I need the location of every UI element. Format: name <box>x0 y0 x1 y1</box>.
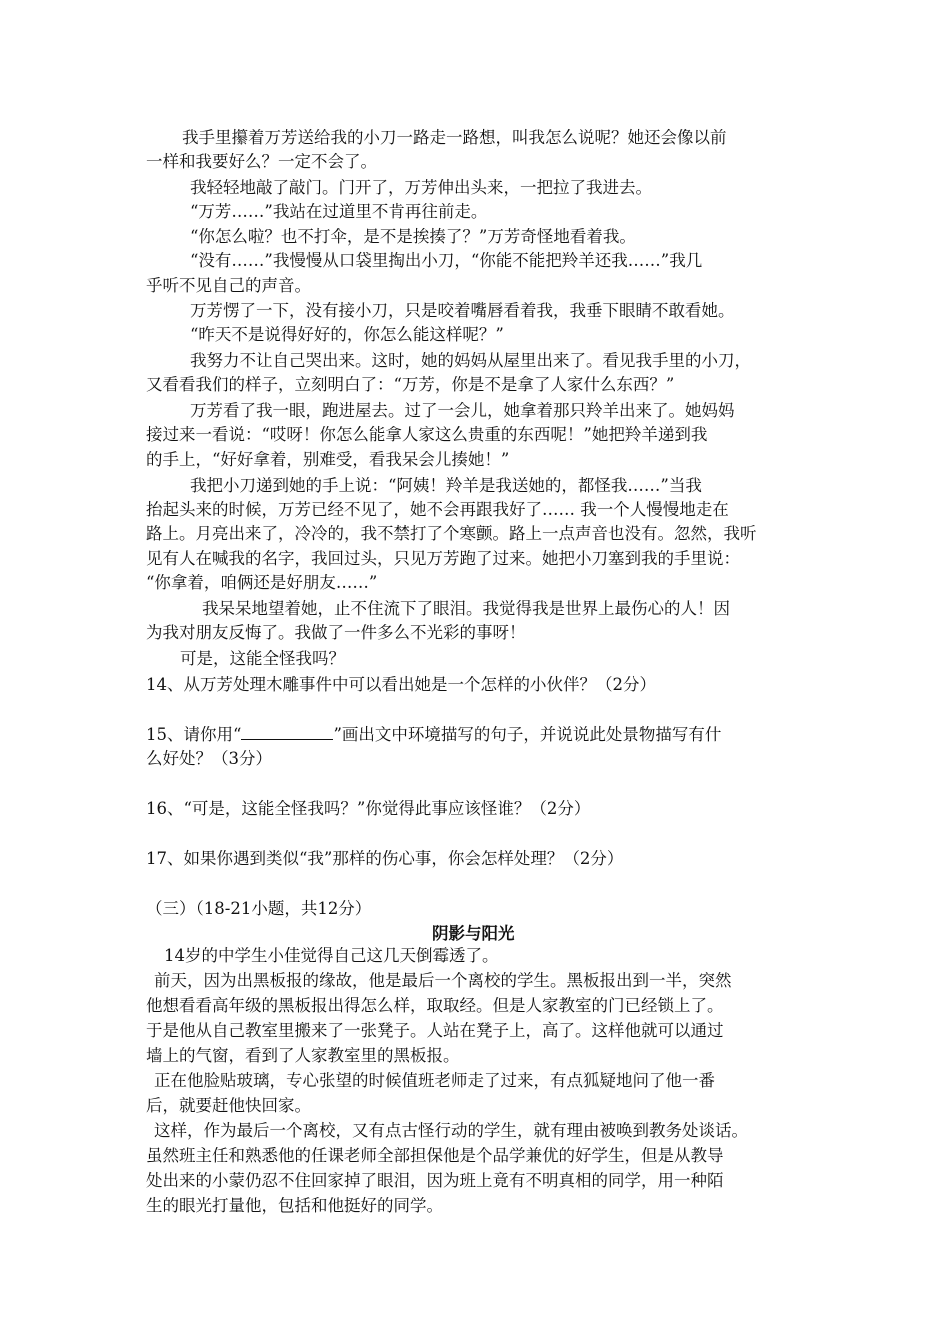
answer-underline-blank <box>241 725 333 740</box>
story1-p9-l2: 接过来一看说：“哎呀！你怎么能拿人家这么贵重的东西呢！”她把羚羊递到我 <box>146 425 708 444</box>
article-title: 阴影与阳光 <box>432 924 515 943</box>
section3-p2-l2: 他想看看高年级的黑板报出得怎么样，取取经。但是人家教室的门已经锁上了。 <box>146 996 724 1015</box>
story1-p1-l1: 我手里攥着万芳送给我的小刀一路走一路想，叫我怎么说呢？她还会像以前 <box>182 128 727 147</box>
question-17: 17、如果你遇到类似“我”那样的伤心事，你会怎样处理？（2分） <box>146 849 624 868</box>
story1-p8-l1: 我努力不让自己哭出来。这时，她的妈妈从屋里出来了。看见我手里的小刀， <box>190 351 751 370</box>
story1-p2: 我轻轻地敲了敲门。门开了，万芳伸出头来，一把拉了我进去。 <box>190 178 652 197</box>
question-15-text-a: 15、请你用“ <box>146 725 242 744</box>
section3-p4-l3: 处出来的小蒙仍忍不住回家掉了眼泪，因为班上竟有不明真相的同学，用一种陌 <box>146 1171 724 1190</box>
story1-p9-l1: 万芳看了我一眼，跑进屋去。过了一会儿，她拿着那只羚羊出来了。她妈妈 <box>190 401 735 420</box>
story1-p3: “万芳……”我站在过道里不肯再往前走。 <box>190 202 488 221</box>
question-15-line1 <box>146 725 721 745</box>
section3-p2-l4: 墙上的气窗，看到了人家教室里的黑板报。 <box>146 1046 460 1065</box>
question-16: 16、“可是，这能全怪我吗？”你觉得此事应该怪谁？（2分） <box>146 799 591 818</box>
story1-p7: “昨天不是说得好好的，你怎么能这样呢？” <box>190 325 504 344</box>
story1-p1-l2: 一样和我要好么？一定不会了。 <box>146 152 377 171</box>
section3-p3-l1: 正在他脸贴玻璃，专心张望的时候值班老师走了过来，有点狐疑地问了他一番 <box>154 1071 715 1090</box>
section3-p4-l4: 生的眼光打量他，包括和他挺好的同学。 <box>146 1196 443 1215</box>
story1-p5-l2: 乎听不见自己的声音。 <box>146 276 311 295</box>
story1-p6: 万芳愣了一下，没有接小刀，只是咬着嘴唇看着我，我垂下眼睛不敢看她。 <box>190 301 735 320</box>
story1-p11-l1: 我呆呆地望着她，止不住流下了眼泪。我觉得我是世界上最伤心的人！因 <box>202 599 730 618</box>
section3-p4-l2: 虽然班主任和熟悉他的任课老师全部担保他是个品学兼优的好学生，但是从教导 <box>146 1146 724 1165</box>
story1-p8-l2: 又看看我们的样子，立刻明白了：“万芳，你是不是拿了人家什么东西？” <box>146 375 675 394</box>
story1-p10-l2: 抬起头来的时候，万芳已经不见了，她不会再跟我好了…… 我一个人慢慢地走在 <box>146 500 729 519</box>
story1-p4: “你怎么啦？也不打伞，是不是挨揍了？”万芳奇怪地看着我。 <box>190 227 636 246</box>
section3-p2-l3: 于是他从自己教室里搬来了一张凳子。人站在凳子上，高了。这样他就可以通过 <box>146 1021 724 1040</box>
section3-p3-l2: 后，就要赶他快回家。 <box>146 1096 311 1115</box>
section3-p2-l1: 前天，因为出黑板报的缘故，他是最后一个离校的学生。黑板报出到一半，突然 <box>154 971 732 990</box>
story1-p10-l5: “你拿着，咱俩还是好朋友……” <box>146 573 378 592</box>
section-3-header: （三）（18-21小题，共12分） <box>146 899 372 918</box>
question-15-text-b: ”画出文中环境描写的句子，并说说此处景物描写有什 <box>333 725 722 744</box>
story1-p11-l2: 为我对朋友反悔了。我做了一件多么不光彩的事呀！ <box>146 623 526 642</box>
question-15-line2: 么好处？（3分） <box>146 749 272 768</box>
section3-p4-l1: 这样，作为最后一个离校，又有点古怪行动的学生，就有理由被唤到教务处谈话。 <box>154 1121 748 1140</box>
section3-p1: 14岁的中学生小佳觉得自己这几天倒霉透了。 <box>164 946 499 965</box>
story1-p10-l3: 路上。月亮出来了，冷冷的，我不禁打了个寒颤。路上一点声音也没有。忽然，我听 <box>146 524 757 543</box>
story1-p10-l1: 我把小刀递到她的手上说：“阿姨！羚羊是我送她的，都怪我……”当我 <box>190 476 702 495</box>
story1-p12: 可是，这能全怪我吗？ <box>180 649 345 668</box>
story1-p5-l1: “没有……”我慢慢从口袋里掏出小刀，“你能不能把羚羊还我……”我几 <box>190 251 703 270</box>
question-14: 14、从万芳处理木雕事件中可以看出她是一个怎样的小伙伴？（2分） <box>146 675 656 694</box>
story1-p9-l3: 的手上，“好好拿着，别难受，看我呆会儿揍她！” <box>146 450 510 469</box>
story1-p10-l4: 见有人在喊我的名字，我回过头，只见万芳跑了过来。她把小刀塞到我的手里说： <box>146 549 740 568</box>
